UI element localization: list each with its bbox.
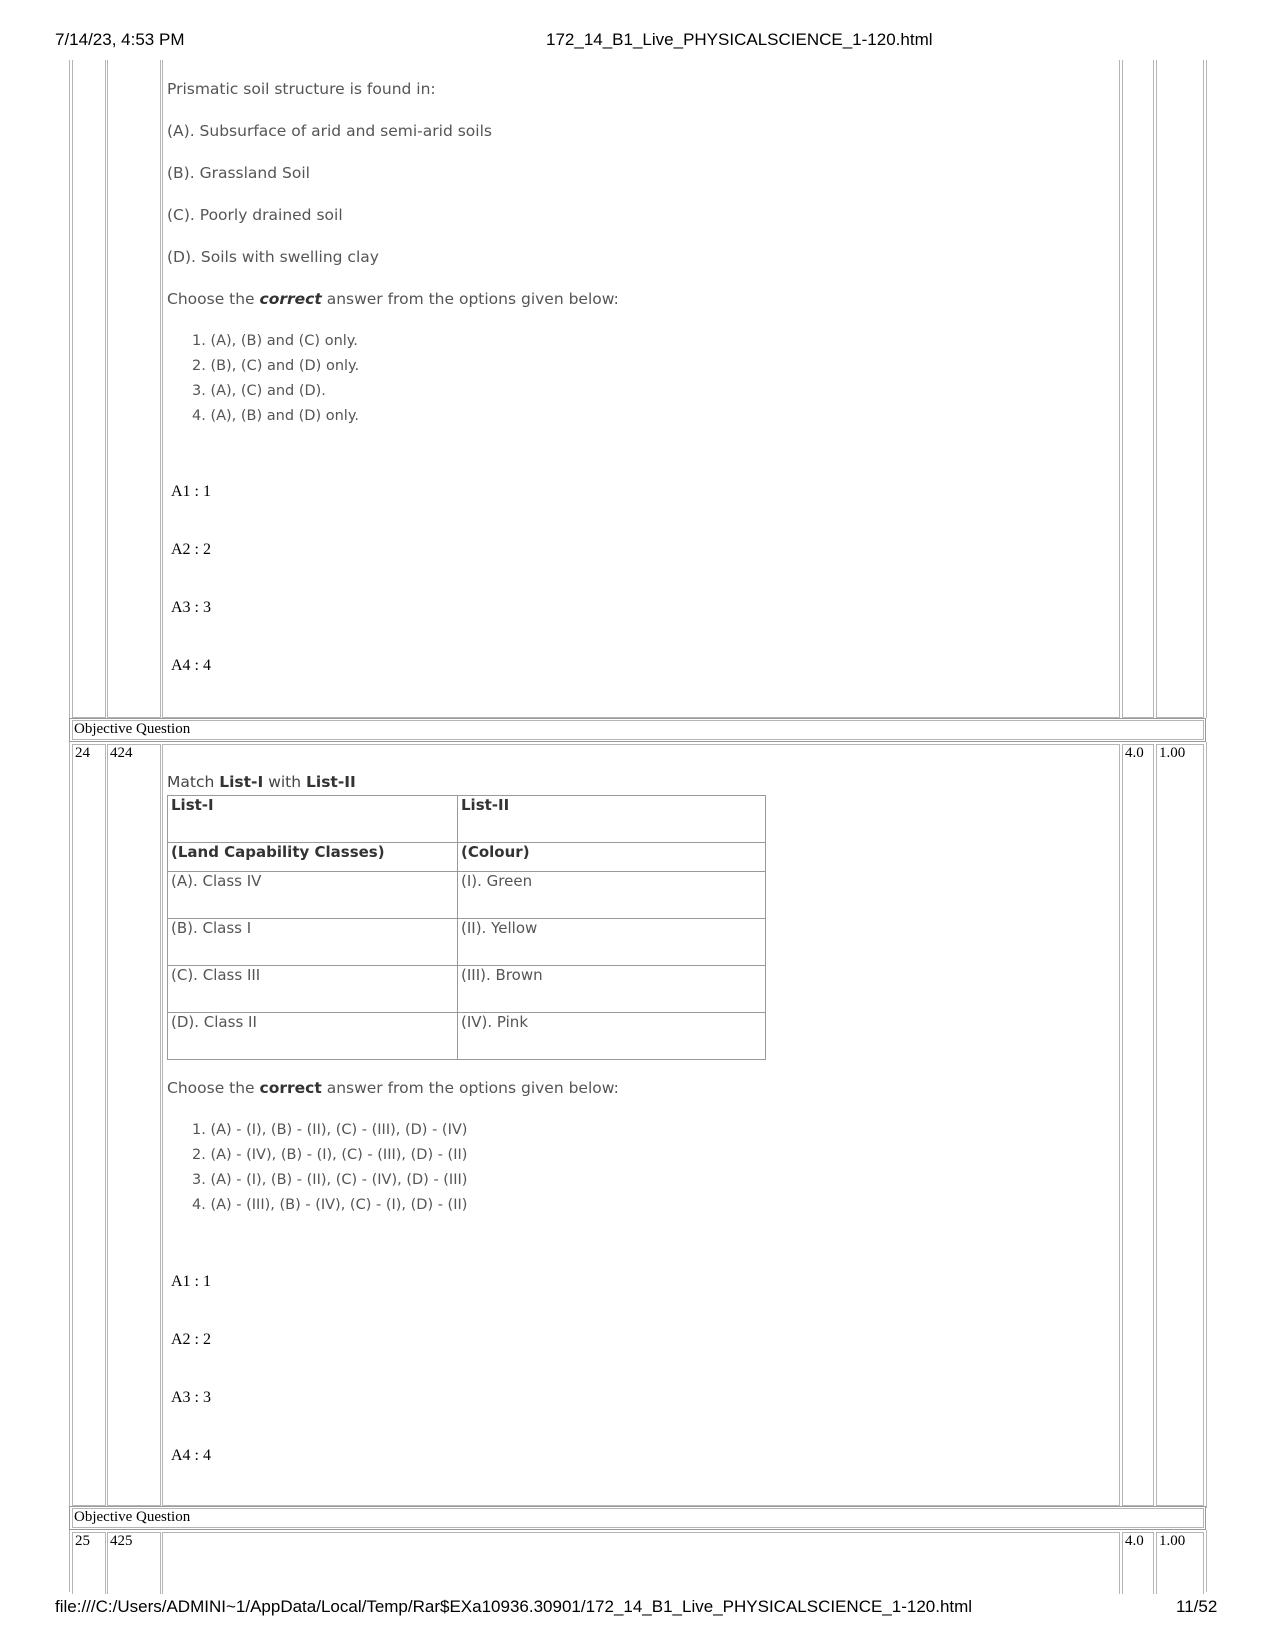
table-border xyxy=(69,60,70,718)
option: 2. (A) - (IV), (B) - (I), (C) - (III), (D) - (II) xyxy=(192,1147,468,1163)
print-title: 172_14_B1_Live_PHYSICALSCIENCE_1-120.html xyxy=(546,30,933,49)
answer-choice: A2 : 2 xyxy=(171,1331,211,1348)
qid-cell xyxy=(107,60,161,718)
option: 3. (A) - (I), (B) - (II), (C) - (IV), (D) - (III) xyxy=(192,1172,468,1188)
sno-cell xyxy=(72,744,106,1506)
question-id: 424 xyxy=(110,745,133,761)
option: 4. (A) - (III), (B) - (IV), (C) - (I), (D) - (II) xyxy=(192,1197,468,1213)
file-path: file:///C:/Users/ADMINI~1/AppData/Local/Temp/Rar$EXa10936.30901/172_14_B1_Live_PHYSICALSCIENCE_1-120.html xyxy=(55,1597,973,1616)
table-cell: (B). Class I xyxy=(168,919,458,966)
qid-cell xyxy=(107,744,161,1506)
answer-choice: A1 : 1 xyxy=(171,1273,211,1290)
section-label: Objective Question xyxy=(74,1509,191,1525)
table-border xyxy=(1206,742,1207,1508)
table-header: List-II xyxy=(458,796,766,843)
answer-choice: A2 : 2 xyxy=(171,541,211,558)
section-label: Objective Question xyxy=(74,721,191,737)
question-text: Prismatic soil structure is found in: xyxy=(167,80,436,98)
table-cell: (C). Class III xyxy=(168,966,458,1013)
statement: (C). Poorly drained soil xyxy=(167,206,343,224)
answer-choice: A4 : 4 xyxy=(171,657,211,674)
table-cell: (II). Yellow xyxy=(458,919,766,966)
marks-cell xyxy=(1122,744,1154,1506)
sno-cell xyxy=(72,60,106,718)
answer-choice: A3 : 3 xyxy=(171,1389,211,1406)
option: 3. (A), (C) and (D). xyxy=(192,383,326,399)
question-marks: 4.0 xyxy=(1125,1533,1144,1549)
statement: (D). Soils with swelling clay xyxy=(167,248,379,266)
negative-cell xyxy=(1156,60,1204,718)
print-datetime: 7/14/23, 4:53 PM xyxy=(55,30,185,49)
table-border xyxy=(1206,1530,1207,1592)
question-cell xyxy=(162,1532,1120,1594)
option: 1. (A), (B) and (C) only. xyxy=(192,333,358,349)
section-cell xyxy=(72,1508,1204,1528)
answer-choice: A1 : 1 xyxy=(171,483,211,500)
negative-marks: 1.00 xyxy=(1159,745,1186,761)
negative-marks: 1.00 xyxy=(1159,1533,1186,1549)
table-border xyxy=(69,1530,70,1592)
marks-cell xyxy=(1122,60,1154,718)
table-header: List-I xyxy=(168,796,458,843)
table-border xyxy=(1206,60,1207,718)
table-cell: (III). Brown xyxy=(458,966,766,1013)
table-cell: (A). Class IV xyxy=(168,872,458,919)
question-sno: 24 xyxy=(75,745,90,761)
negative-cell xyxy=(1156,744,1204,1506)
question-sno: 25 xyxy=(75,1533,90,1549)
answer-choice: A4 : 4 xyxy=(171,1447,211,1464)
question-marks: 4.0 xyxy=(1125,745,1144,761)
statement: (A). Subsurface of arid and semi-arid soils xyxy=(167,122,492,140)
option: 2. (B), (C) and (D) only. xyxy=(192,358,360,374)
question-id: 425 xyxy=(110,1533,133,1549)
question-text: Match List-I with List-II xyxy=(167,773,356,791)
option: 1. (A) - (I), (B) - (II), (C) - (III), (D) - (IV) xyxy=(192,1122,468,1138)
option: 4. (A), (B) and (D) only. xyxy=(192,408,359,424)
page-number: 11/52 xyxy=(1176,1597,1218,1616)
statement: (B). Grassland Soil xyxy=(167,164,310,182)
instruction: Choose the correct answer from the options given below: xyxy=(167,1079,619,1097)
table-cell: (IV). Pink xyxy=(458,1013,766,1060)
match-table xyxy=(167,795,766,1060)
table-header: (Land Capability Classes) xyxy=(168,843,458,872)
table-cell: (I). Green xyxy=(458,872,766,919)
instruction: Choose the correct answer from the options given below: xyxy=(167,290,619,308)
table-header: (Colour) xyxy=(458,843,766,872)
answer-choice: A3 : 3 xyxy=(171,599,211,616)
table-cell: (D). Class II xyxy=(168,1013,458,1060)
section-cell xyxy=(72,720,1204,740)
table-border xyxy=(69,742,70,1508)
